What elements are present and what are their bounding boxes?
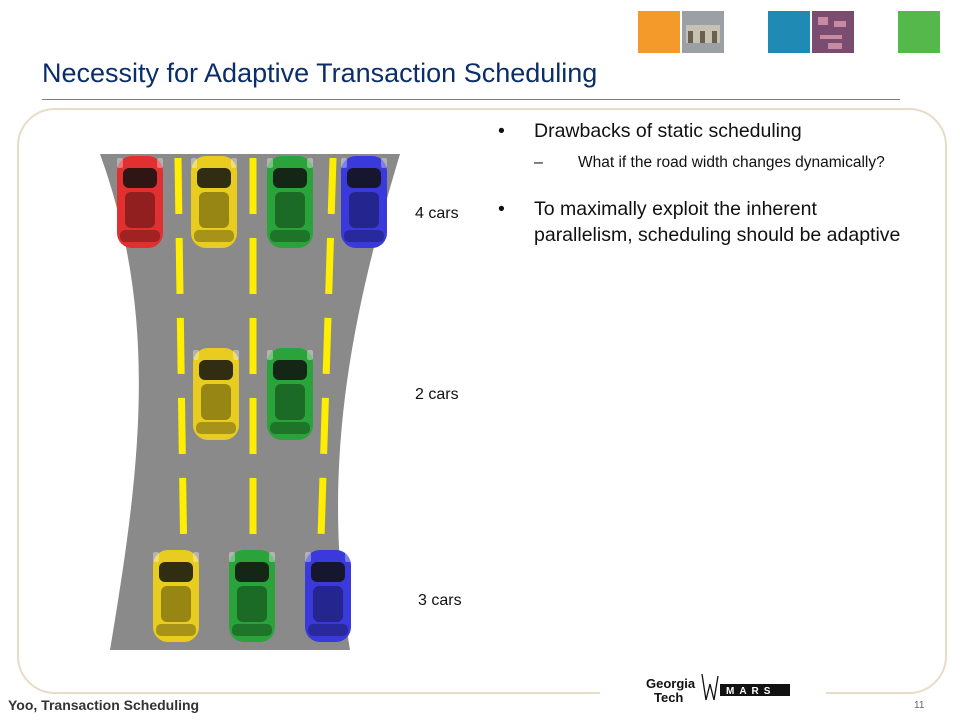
logo-text-mars: MARS xyxy=(726,686,776,697)
label-2-cars: 2 cars xyxy=(415,386,459,403)
bullet-item xyxy=(498,118,918,144)
slide-title: Necessity for Adaptive Transaction Scheduling xyxy=(42,58,598,88)
sub-bullet-marker: – xyxy=(534,154,543,171)
car-red xyxy=(117,156,163,248)
bullet-marker: • xyxy=(498,198,505,220)
header-image-blue-chip xyxy=(768,11,854,53)
car-green xyxy=(229,550,275,642)
road-illustration xyxy=(100,150,510,660)
header-image-orange-building xyxy=(638,11,724,53)
label-3-cars: 3 cars xyxy=(418,592,462,609)
bullet-marker: • xyxy=(498,120,505,142)
georgia-tech-mars-logo xyxy=(600,660,826,720)
logo-text-tech: Tech xyxy=(654,690,684,705)
title-divider xyxy=(42,99,900,100)
label-4-cars: 4 cars xyxy=(415,205,459,222)
page-number: 11 xyxy=(914,700,925,711)
bullet-text: To maximally exploit the inherent parallelism, scheduling should be adaptive xyxy=(534,198,901,246)
car-yellow xyxy=(191,156,237,248)
footer-author: Yoo, Transaction Scheduling xyxy=(8,697,200,713)
car-green xyxy=(267,348,313,440)
car-green xyxy=(267,156,313,248)
car-blue xyxy=(305,550,351,642)
sub-bullet-item xyxy=(498,152,918,174)
logo-text-georgia: Georgia xyxy=(646,676,696,691)
car-blue xyxy=(341,156,387,248)
car-yellow xyxy=(153,550,199,642)
header-image-green-square xyxy=(898,11,940,53)
car-yellow xyxy=(193,348,239,440)
bullet-list xyxy=(498,118,918,256)
bullet-item xyxy=(498,196,918,248)
bullet-text: Drawbacks of static scheduling xyxy=(534,120,802,142)
sub-bullet-text: What if the road width changes dynamically? xyxy=(578,154,885,171)
